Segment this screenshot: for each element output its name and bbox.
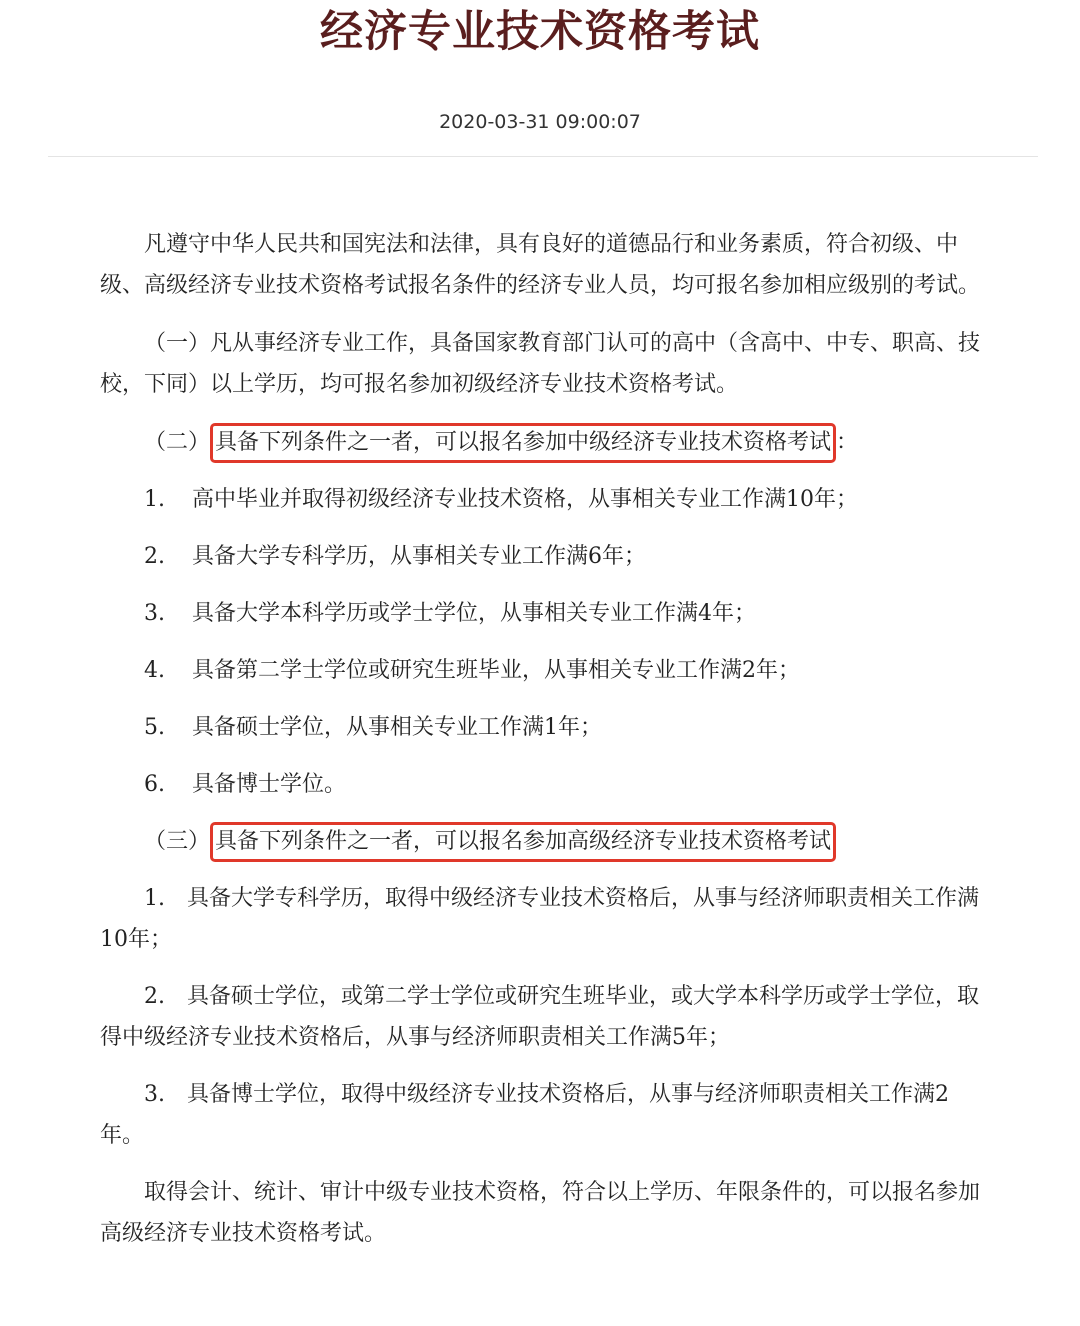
list-item-text: 具备大学本科学历或学士学位，从事相关专业工作满4年； [192, 601, 756, 626]
section-1-paragraph: （一）凡从事经济专业工作，具备国家教育部门认可的高中（含高中、中专、职高、技校，下同）以上学历，均可报名参加初级经济专业技术资格考试。 [100, 331, 981, 397]
section-2-heading [100, 422, 984, 463]
section-3-item: 3. 具备博士学位，取得中级经济专业技术资格后，从事与经济师职责相关工作满2年。 [100, 1082, 949, 1148]
list-item-text: 具备硕士学位，从事相关专业工作满1年； [192, 715, 602, 740]
list-item-text: 具备博士学位。 [192, 772, 347, 797]
closing-paragraph: 取得会计、统计、审计中级专业技术资格，符合以上学历、年限条件的，可以报名参加高级经济专业技术资格考试。 [100, 1180, 981, 1246]
list-item-number: 6. [144, 772, 165, 797]
list-item-number: 5. [144, 715, 165, 740]
list-item-number: 1. [144, 487, 165, 512]
section-3-item: 2. 具备硕士学位，或第二学士学位或研究生班毕业，或大学本科学历或学士学位，取得中级经济专业技术资格后，从事与经济师职责相关工作满5年； [100, 984, 979, 1050]
intro-paragraph: 凡遵守中华人民共和国宪法和法律，具有良好的道德品行和业务素质，符合初级、中级、高级经济专业技术资格考试报名条件的经济专业人员，均可报名参加相应级别的考试。 [100, 232, 981, 298]
section-3-item: 1. 具备大学专科学历，取得中级经济专业技术资格后，从事与经济师职责相关工作满10年； [100, 886, 979, 952]
list-item [100, 536, 984, 577]
list-item [100, 707, 984, 748]
list-item [100, 479, 984, 520]
list-item [100, 764, 984, 805]
section-2-prefix: （二） [144, 430, 211, 455]
list-item [100, 593, 984, 634]
section-2-heading-text: 具备下列条件之一者，可以报名参加中级经济专业技术资格考试 [215, 430, 832, 455]
list-item-number: 4. [144, 658, 165, 683]
section-2-suffix: ： [836, 430, 859, 455]
article-title: 经济专业技术资格考试 [320, 7, 760, 57]
list-item-number: 2. [144, 544, 165, 569]
list-item-number: 3. [144, 601, 165, 626]
section-3-highlight-box [210, 822, 836, 862]
section-3-heading-text: 具备下列条件之一者，可以报名参加高级经济专业技术资格考试 [215, 829, 832, 854]
article-body [100, 224, 984, 1254]
section-3-heading [100, 821, 984, 862]
divider [48, 156, 1038, 157]
list-item-text: 高中毕业并取得初级经济专业技术资格，从事相关专业工作满10年； [192, 487, 858, 512]
list-item [100, 650, 984, 691]
list-item-text: 具备第二学士学位或研究生班毕业，从事相关专业工作满2年； [192, 658, 800, 683]
publish-date: 2020-03-31 09:00:07 [439, 111, 641, 133]
section-3-prefix: （三） [144, 829, 211, 854]
list-item-text: 具备大学专科学历，从事相关专业工作满6年； [192, 544, 646, 569]
section-2-highlight-box [210, 423, 836, 463]
